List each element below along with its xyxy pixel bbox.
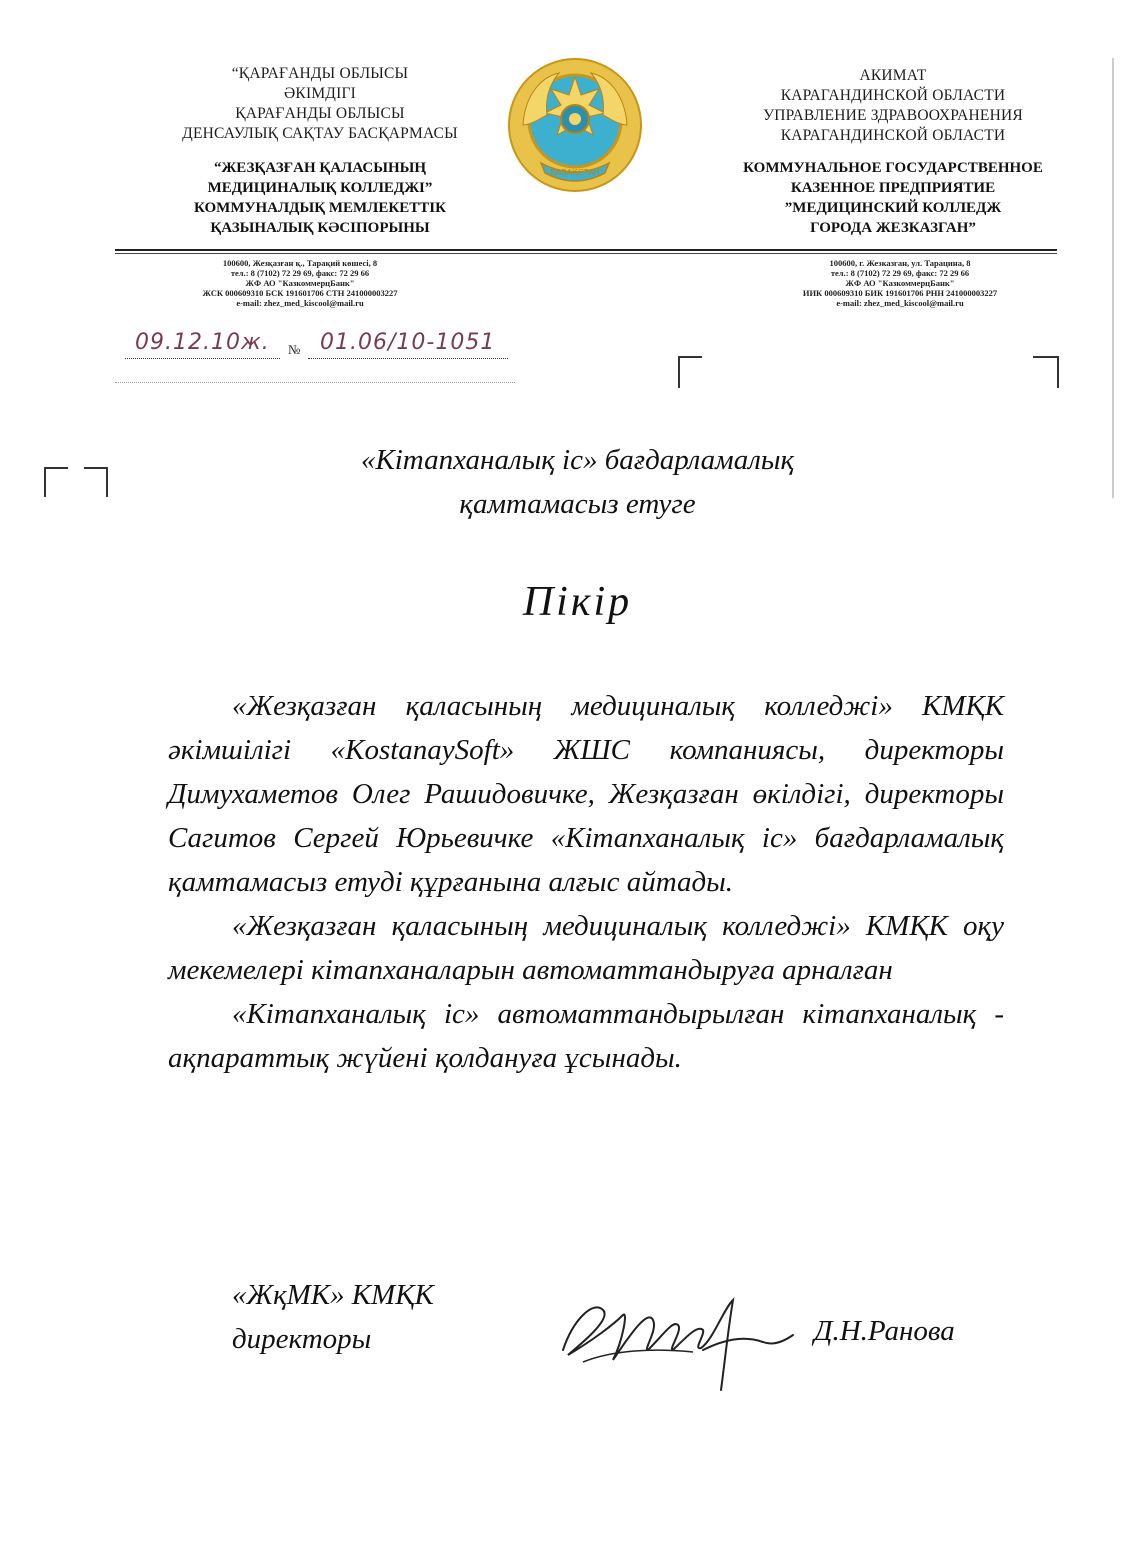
- header-divider-thin: [115, 253, 1057, 254]
- address-line: тел.: 8 (7102) 72 29 69, факс: 72 29 66: [830, 268, 970, 278]
- org-name-line: ҚАЗЫНАЛЫҚ КӘСІПОРЫНЫ: [210, 220, 430, 236]
- body-paragraph: «Жезқазған қаласының медициналық колледжі» КМҚК әкімшілігі «KostanaySoft» ЖШС компаниясы, директоры Димухаметов Олег Рашидовичке, Жезқазған өкілдігі, директоры Сагитов Сергей Юрьевичке «Кітапханалық іс» бағдарламалық қамтамасыз етуді құрғанына алғыс айтады.: [168, 690, 1004, 898]
- title-line: қамтамасыз етуге: [459, 488, 696, 520]
- address-kazakh: [165, 258, 435, 308]
- org-name-line: МЕДИЦИНАЛЫҚ КОЛЛЕДЖІ”: [207, 180, 433, 196]
- address-line: ЖФ АО "КазкоммерцБанк": [845, 278, 955, 288]
- state-emblem-icon: [505, 55, 645, 195]
- corner-mark: [84, 467, 108, 497]
- header-line: ӘКІМДІГІ: [284, 85, 356, 102]
- header-line: ҚАРАҒАНДЫ ОБЛЫСЫ: [235, 105, 405, 122]
- corner-mark: [678, 356, 702, 388]
- header-line: УПРАВЛЕНИЕ ЗДРАВООХРАНЕНИЯ: [763, 107, 1023, 124]
- org-name-line: ”МЕДИЦИНСКИЙ КОЛЛЕДЖ: [784, 200, 1002, 216]
- emblem-label: ҚАЗАҚСТАН: [550, 168, 600, 177]
- title-line: «Кітапханалық іс» бағдарламалық: [360, 444, 795, 476]
- header-line: КАРАГАНДИНСКОЙ ОБЛАСТИ: [780, 87, 1006, 104]
- handwritten-signature: [553, 1280, 813, 1400]
- reference-line: [115, 330, 510, 370]
- org-name-line: ГОРОДА ЖЕЗКАЗГАН”: [810, 220, 976, 236]
- org-name-line: “ЖЕЗҚАЗҒАН ҚАЛАСЫНЫҢ: [213, 160, 427, 176]
- scan-edge: [1112, 58, 1114, 498]
- signatory-name: Д.Н.Ранова: [814, 1315, 955, 1347]
- header-line: ДЕНСАУЛЫҚ САҚТАУ БАСҚАРМАСЫ: [182, 125, 458, 142]
- body-paragraph: «Жезқазған қаласының медициналық колледжі» КМҚК оқу мекемелері кітапханаларын автоматтандыруға арналған: [168, 910, 1004, 986]
- header-divider: [115, 249, 1057, 251]
- header-kazakh: [160, 64, 480, 238]
- number-label: №: [288, 342, 301, 357]
- address-line: ЖФ АО "КазкоммерцБанк": [245, 278, 355, 288]
- document-heading: Пікір: [522, 579, 633, 625]
- position-line: «ЖқМК» КМҚК: [232, 1279, 434, 1311]
- body-paragraph: «Кітапханалық іс» автоматтандырылған кітапханалық - ақпараттық жүйені қолдануға ұсынады.: [168, 998, 1004, 1074]
- address-line: e-mail: zhez_med_kiscool@mail.ru: [836, 298, 964, 308]
- org-name-line: КАЗЕННОЕ ПРЕДПРИЯТИЕ: [790, 180, 996, 196]
- position-line: директоры: [232, 1323, 372, 1355]
- reference-date: 09.12.10ж.: [135, 330, 270, 355]
- header-russian: [718, 66, 1068, 238]
- header-line: АКИМАТ: [859, 67, 927, 84]
- document-title: [160, 438, 995, 526]
- header-line: КАРАГАНДИНСКОЙ ОБЛАСТИ: [780, 127, 1006, 144]
- org-name-line: КОММУНАЛЬНОЕ ГОСУДАРСТВЕННОЕ: [743, 160, 1043, 176]
- address-line: ИИК 000609310 БИК 191601706 РНН 241000003227: [802, 288, 998, 298]
- address-line: тел.: 8 (7102) 72 29 69, факс: 72 29 66: [230, 268, 370, 278]
- address-line: 100600, г. Жезказган, ул. Тарацина, 8: [829, 258, 971, 268]
- corner-mark: [1033, 356, 1059, 388]
- letter-body: [168, 684, 1004, 1080]
- header-line: “ҚАРАҒАНДЫ ОБЛЫСЫ: [231, 65, 409, 82]
- address-line: e-mail: zhez_med_kiscool@mail.ru: [236, 298, 364, 308]
- reference-number: 01.06/10-1051: [320, 330, 496, 355]
- signatory-position: [232, 1273, 532, 1361]
- address-line: 100600, Жезқазған қ., Тарақий көшесі, 8: [222, 258, 378, 268]
- org-name-line: КОММУНАЛДЫҚ МЕМЛЕКЕТТІК: [194, 200, 446, 216]
- address-russian: [755, 258, 1045, 308]
- address-line: ЖСК 000609310 БСК 191601706 СТН 241000003227: [202, 288, 398, 298]
- corner-mark: [44, 467, 68, 497]
